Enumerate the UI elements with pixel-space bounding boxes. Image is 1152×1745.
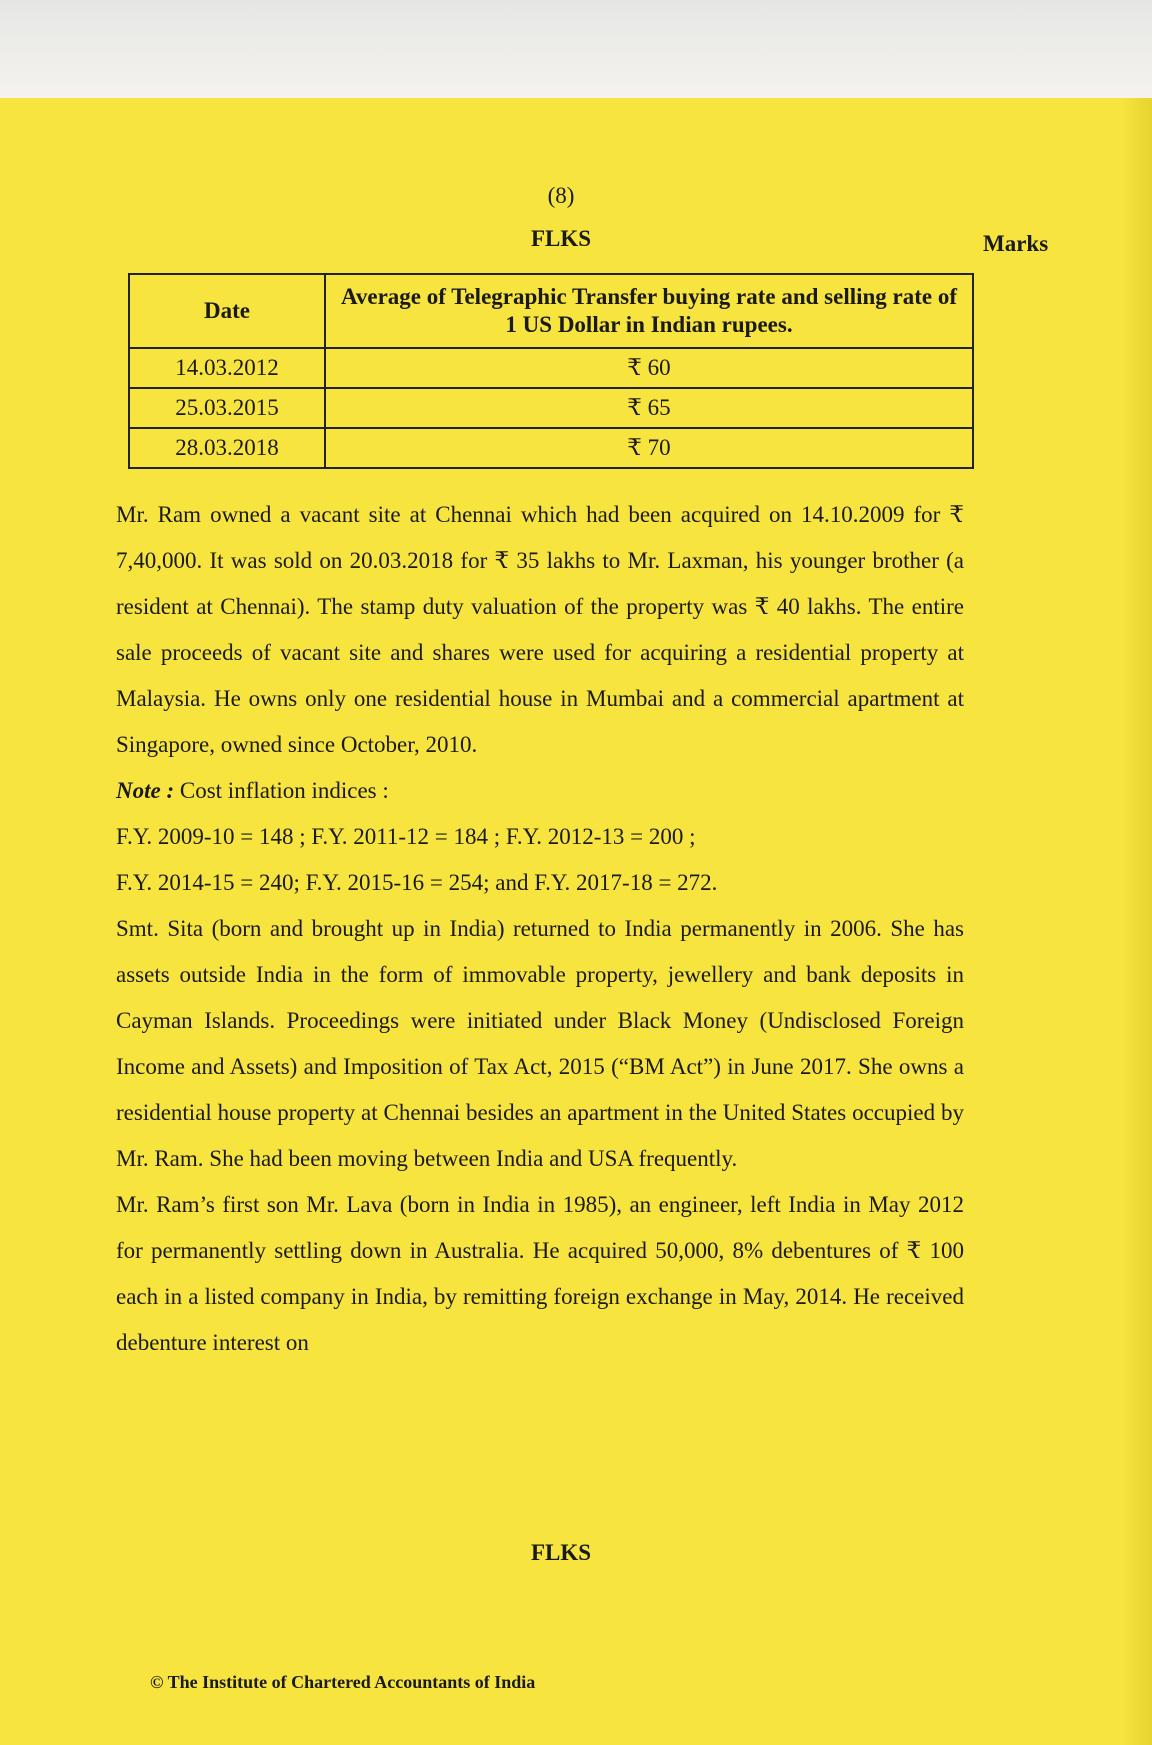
copyright-notice: © The Institute of Chartered Accountants of India bbox=[150, 1672, 536, 1692]
page-number: (8) bbox=[547, 183, 575, 208]
scan-top-margin bbox=[0, 0, 1152, 98]
marks-label: Marks bbox=[983, 231, 1049, 256]
cii-line-1: F.Y. 2009-10 = 148 ; F.Y. 2011-12 = 184 ; F.Y. 2012-13 = 200 ; bbox=[116, 824, 696, 849]
note-line bbox=[116, 768, 964, 814]
rate-header: Average of Telegraphic Transfer buying rate and selling rate of 1 US Dollar in Indian rupees. bbox=[325, 274, 973, 348]
note-text: Cost inflation indices : bbox=[174, 778, 389, 803]
question-body bbox=[116, 492, 964, 1366]
exchange-rate-table bbox=[128, 273, 974, 469]
table-header-row bbox=[129, 274, 973, 348]
paragraph-sita: Smt. Sita (born and brought up in India) returned to India permanently in 2006. She has assets outside India in the form of immovable property, jewellery and bank deposits in Cayman Islands. Proceedings were initiated under Black Money (Undisclosed Foreign Income and Assets) and Imposition of Tax Act, 2015 (“BM Act”) in June 2017. She owns a residential house property at Chennai besides an apartment in the United States occupied by Mr. Ram. She had been moving between India and USA frequently. bbox=[116, 916, 964, 1171]
row-date: 14.03.2012 bbox=[129, 348, 325, 388]
footer-code: FLKS bbox=[530, 1540, 592, 1565]
row-rate: ₹ 60 bbox=[325, 348, 973, 388]
row-date: 28.03.2018 bbox=[129, 428, 325, 468]
row-rate: ₹ 70 bbox=[325, 428, 973, 468]
cii-line-2: F.Y. 2014-15 = 240; F.Y. 2015-16 = 254; and F.Y. 2017-18 = 272. bbox=[116, 870, 718, 895]
page-edge-shadow bbox=[1122, 98, 1152, 1745]
header-code: FLKS bbox=[530, 226, 592, 251]
table-row bbox=[129, 388, 973, 428]
paragraph-ram-site: Mr. Ram owned a vacant site at Chennai which had been acquired on 14.10.2009 for ₹ 7,40,000. It was sold on 20.03.2018 for ₹ 35 lakhs to Mr. Laxman, his younger brother (a resident at Chennai). The stamp duty valuation of the property was ₹ 40 lakhs. The entire sale proceeds of vacant site and shares were used for acquiring a residential property at Malaysia. He owns only one residential house in Mumbai and a commercial apartment at Singapore, owned since October, 2010. bbox=[116, 502, 964, 757]
date-header: Date bbox=[129, 274, 325, 348]
row-date: 25.03.2015 bbox=[129, 388, 325, 428]
paragraph-lava: Mr. Ram’s first son Mr. Lava (born in India in 1985), an engineer, left India in May 2012 for permanently settling down in Australia. He acquired 50,000, 8% debentures of ₹ 100 each in a listed company in India, by remitting foreign exchange in May, 2014. He received debenture interest on bbox=[116, 1192, 964, 1355]
table-row bbox=[129, 428, 973, 468]
row-rate: ₹ 65 bbox=[325, 388, 973, 428]
table-row bbox=[129, 348, 973, 388]
note-label: Note : bbox=[116, 778, 175, 803]
